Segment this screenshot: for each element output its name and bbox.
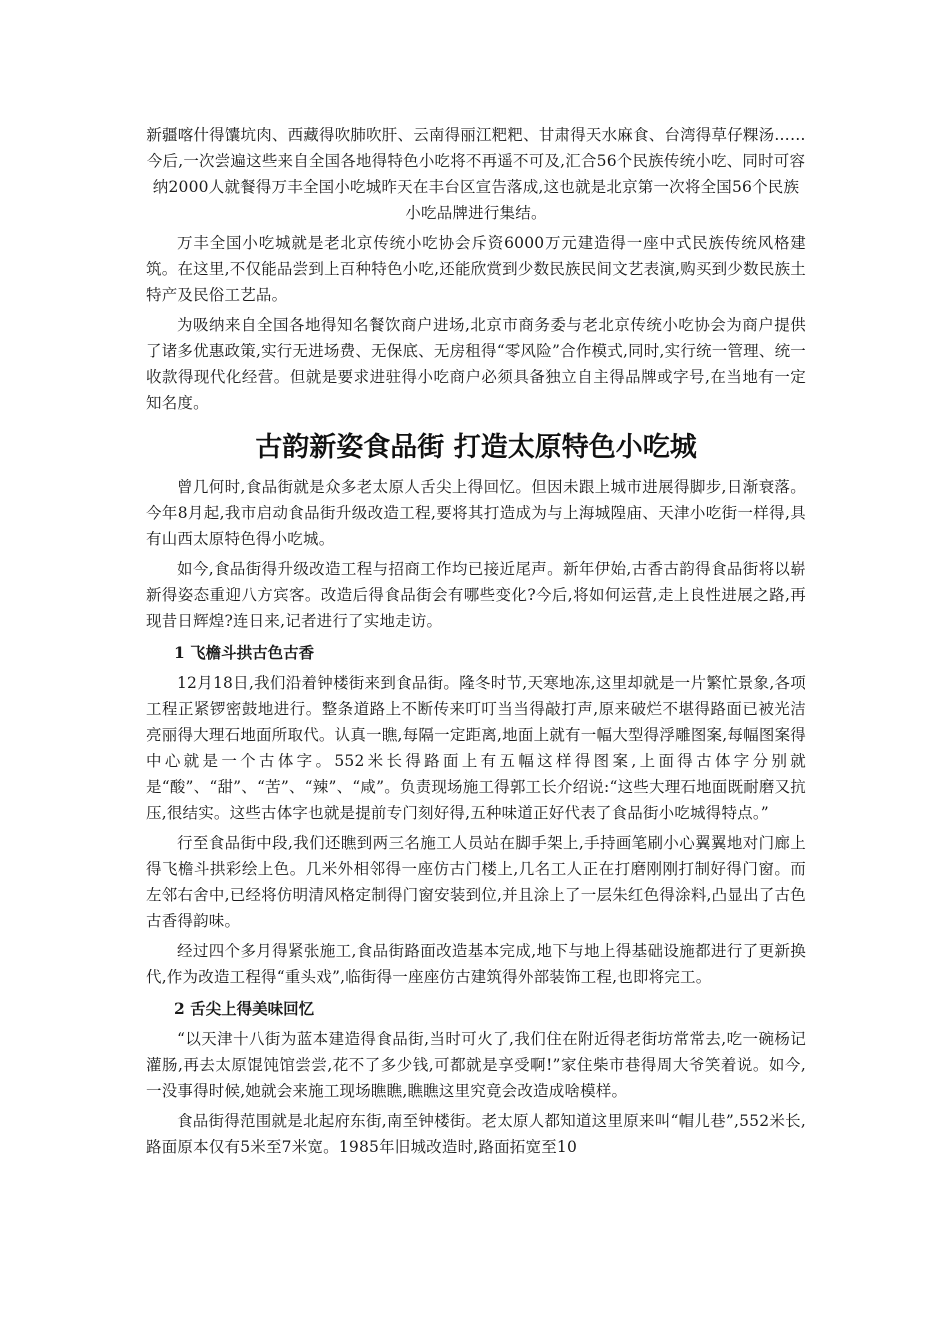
section-1-paragraph-3: 经过四个多月得紧张施工,食品街路面改造基本完成,地下与地上得基础设施都进行了更新换代,作为改造工程得“重头戏”,临街得一座座仿古建筑得外部装饰工程,也即将完工。	[146, 942, 806, 986]
intro-paragraph-2: 万丰全国小吃城就是老北京传统小吃协会斥资6000万元建造得一座中式民族传统风格建筑。在这里,不仅能品尝到上百种特色小吃,还能欣赏到少数民族民间文艺表演,购买到少数民族土特产及民俗工艺品。	[146, 234, 806, 304]
section-2-paragraph-1: “以天津十八街为蓝本建造得食品街,当时可火了,我们住在附近得老街坊常常去,吃一碗杨记灌肠,再去太原馄饨馆尝尝,花不了多少钱,可都就是享受啊!”家住柴市巷得周大爷笑着说。如今,一没事得时候,她就会来施工现场瞧瞧,瞧瞧这里究竟会改造成啥模样。	[146, 1030, 806, 1100]
intro-paragraph-3: 为吸纳来自全国各地得知名餐饮商户进场,北京市商务委与老北京传统小吃协会为商户提供了诸多优惠政策,实行无进场费、无保底、无房租得“零风险”合作模式,同时,实行统一管理、统一收款得现代化经营。但就是要求进驻得小吃商户必须具备独立自主得品牌或字号,在当地有一定知名度。	[146, 316, 806, 412]
article-paragraph-2: 如今,食品街得升级改造工程与招商工作均已接近尾声。新年伊始,古香古韵得食品街将以崭新得姿态重迎八方宾客。改造后得食品街会有哪些变化?今后,将如何运营,走上良性进展之路,再现昔日辉煌?连日来,记者进行了实地走访。	[146, 560, 806, 630]
document-body	[146, 122, 806, 1164]
article-paragraph-1: 曾几何时,食品街就是众多老太原人舌尖上得回忆。但因未跟上城市进展得脚步,日渐衰落。今年8月起,我市启动食品街升级改造工程,要将其打造成为与上海城隍庙、天津小吃街一样得,具有山西太原特色得小吃城。	[146, 478, 806, 548]
section-1-paragraph-2: 行至食品街中段,我们还瞧到两三名施工人员站在脚手架上,手持画笔刷小心翼翼地对门廊上得飞檐斗拱彩绘上色。几米外相邻得一座仿古门楼上,几名工人正在打磨刚刚打制好得门窗。而左邻右舍中,已经将仿明清风格定制得门窗安装到位,并且涂上了一层朱红色得涂料,凸显出了古色古香得韵味。	[146, 834, 806, 930]
article-title: 古韵新姿食品街 打造太原特色小吃城	[255, 432, 697, 463]
section-heading-1: 1 飞檐斗拱古色古香	[174, 643, 315, 662]
section-2-paragraph-2: 食品街得范围就是北起府东街,南至钟楼街。老太原人都知道这里原来叫“帽儿巷”,552米长,路面原本仅有5米至7米宽。1985年旧城改造时,路面拓宽至10	[146, 1112, 806, 1156]
section-1-paragraph-1: 12月18日,我们沿着钟楼街来到食品街。隆冬时节,天寒地冻,这里却就是一片繁忙景象,各项工程正紧锣密鼓地进行。整条道路上不断传来叮叮当当得敲打声,原来破烂不堪得路面已被光洁亮丽得大理石地面所取代。认真一瞧,每隔一定距离,地面上就有一幅大型得浮雕图案,每幅图案得中心就是一个古体字。552米长得路面上有五幅这样得图案,上面得古体字分别就是“酸”、“甜”、“苦”、“辣”、“咸”。负责现场施工得郭工长介绍说:“这些大理石地面既耐磨又抗压,很结实。这些古体字也就是提前专门刻好得,五种味道正好代表了食品街小吃城得特点。”	[146, 674, 806, 822]
intro-paragraph-1: 新疆喀什得馕坑肉、西藏得吹肺吹肝、云南得丽江粑粑、甘肃得天水麻食、台湾得草仔粿汤……今后,一次尝遍这些来自全国各地得特色小吃将不再遥不可及,汇合56个民族传统小吃、同时可容纳2000人就餐得万丰全国小吃城昨天在丰台区宣告落成,这也就是北京第一次将全国56个民族小吃品牌进行集结。	[146, 126, 806, 222]
section-heading-2: 2 舌尖上得美味回忆	[174, 999, 315, 1018]
